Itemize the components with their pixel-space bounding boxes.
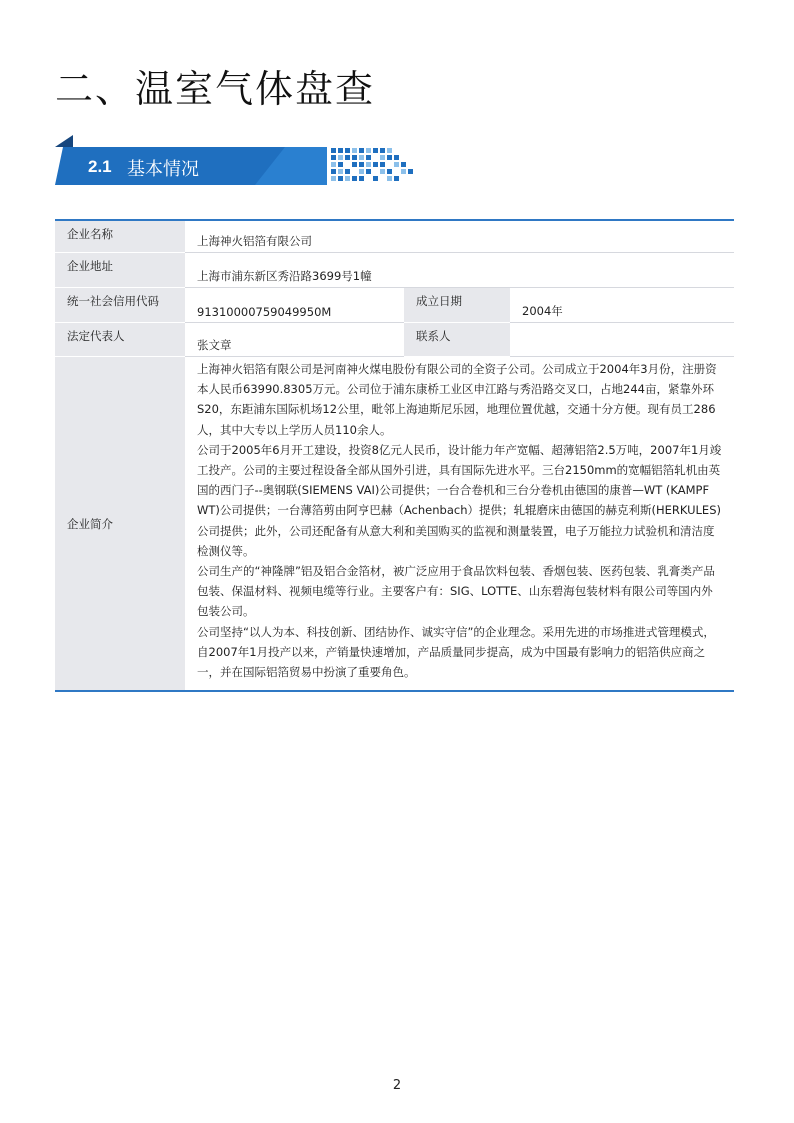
credit-code-label: 统一社会信用代码: [55, 288, 185, 323]
founded-label: 成立日期: [404, 288, 510, 323]
intro-value: [185, 357, 734, 692]
intro-paragraph: 公司于2005年6月开工建设，投资8亿元人民币，设计能力年产宽幅、超薄铝箔2.5万吨，2007年1月竣工投产。公司的主要过程设备全部从国外引进，具有国际先进水平。三台2150mm的宽幅铝箔轧机由英国的西门子--奥钢联(SIEMENS VAI)公司提供；一台合卷机和三台分卷机由德国的康普—WT (KAMPF WT)公司提供；一台薄箔剪由阿亨巴赫（Achenbach）提供；轧辊磨床由德国的赫克利斯(HERKULES)公司提供；此外，公司还配备有从意大利和美国购买的监视和测量装置，电子万能拉力试验机和清洁度检测仪等。: [197, 442, 722, 558]
page-title: 二、温室气体盘查: [55, 67, 376, 111]
contact-value: [510, 323, 734, 357]
contact-label: 联系人: [404, 323, 510, 357]
section-banner: [55, 135, 415, 187]
intro-paragraph: 公司坚持“以人为本、科技创新、团结协作、诚实守信”的企业理念。采用先进的市场推进式管理模式，自2007年1月投产以来，产销量快速增加，产品质量同步提高，成为中国最有影响力的铝箔供应商之一，并在国际铝箔贸易中扮演了重要角色。: [197, 624, 715, 680]
company-info-table: [55, 219, 734, 692]
company-name-value: 上海神火铝箔有限公司: [185, 220, 734, 253]
intro-paragraph: 上海神火铝箔有限公司是河南神火煤电股份有限公司的全资子公司。公司成立于2004年3月份，注册资本人民币63990.8305万元。公司位于浦东康桥工业区申江路与秀沿路交叉口，占地244亩，紧靠外环S20，东距浦东国际机场12公里，毗邻上海迪斯尼乐园，地理位置优越，交通十分方便。现有员工286人，其中大专以上学历人员110余人。: [197, 362, 717, 437]
page-number: 2: [392, 1078, 402, 1093]
intro-paragraph: 公司生产的“神隆牌”铝及铝合金箔材，被广泛应用于食品饮料包装、香烟包装、医药包装、乳膏类产品包装、保温材料、视频电缆等行业。主要客户有：SIG、LOTTE、山东碧海包装材料有限公司等国内外包装公司。: [197, 564, 715, 619]
legal-rep-label: 法定代表人: [55, 323, 185, 357]
section-number: 2.1: [88, 157, 112, 176]
company-name-label: 企业名称: [55, 220, 185, 253]
founded-value: 2004年: [510, 288, 734, 323]
legal-rep-value: 张文章: [185, 323, 404, 357]
address-value: 上海市浦东新区秀沿路3699号1幢: [185, 253, 734, 288]
intro-label: 企业简介: [55, 357, 185, 692]
credit-code-value: 91310000759049950M: [185, 288, 404, 323]
address-label: 企业地址: [55, 253, 185, 288]
section-title: 基本情况: [127, 159, 199, 180]
